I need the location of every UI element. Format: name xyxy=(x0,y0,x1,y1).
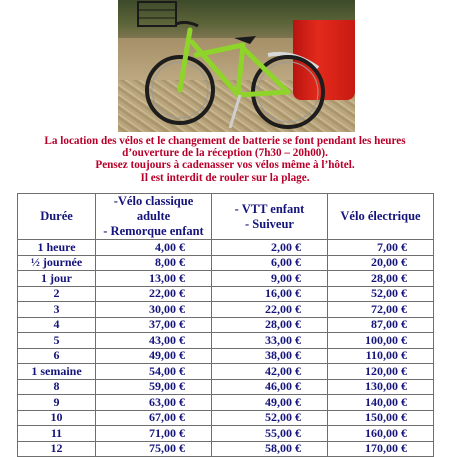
cell-duration: 9 xyxy=(18,395,96,411)
cell-duration: 8 xyxy=(18,379,96,395)
cell-duration: 5 xyxy=(18,333,96,349)
cell-classic-bike-price: 8,00 € xyxy=(96,255,212,271)
notice-line-4: Il est interdit de rouler sur la plage. xyxy=(140,171,310,184)
cell-duration: 6 xyxy=(18,348,96,364)
notice-line-1: La location des vélos et le changement de batterie se font pendant les heures xyxy=(44,135,406,147)
cell-electric-bike-price: 52,00 € xyxy=(328,286,434,302)
header-kids-bike-line-2: - Suiveur xyxy=(245,216,294,231)
cell-duration: 11 xyxy=(18,426,96,442)
cell-electric-bike-price: 100,00 € xyxy=(328,333,434,349)
table-row xyxy=(18,410,434,426)
header-kids-bike-line-1: - VTT enfant xyxy=(234,201,305,216)
table-row xyxy=(18,271,434,287)
cell-classic-bike-price: 30,00 € xyxy=(96,302,212,318)
cell-electric-bike-price: 28,00 € xyxy=(328,271,434,287)
price-table-body xyxy=(18,240,434,457)
table-row xyxy=(18,317,434,333)
cell-kids-bike-price: 52,00 € xyxy=(212,410,328,426)
notice-line-2: d’ouverture de la réception (7h30 – 20h00). xyxy=(122,147,328,160)
cell-electric-bike-price: 140,00 € xyxy=(328,395,434,411)
cell-electric-bike-price: 7,00 € xyxy=(328,240,434,256)
cell-duration: 4 xyxy=(18,317,96,333)
cell-classic-bike-price: 71,00 € xyxy=(96,426,212,442)
header-kids-bike xyxy=(212,194,328,240)
header-duration xyxy=(18,194,96,240)
cell-electric-bike-price: 130,00 € xyxy=(328,379,434,395)
cell-kids-bike-price: 33,00 € xyxy=(212,333,328,349)
cell-kids-bike-price: 22,00 € xyxy=(212,302,328,318)
cell-classic-bike-price: 67,00 € xyxy=(96,410,212,426)
bicycle-icon xyxy=(118,0,355,132)
notice-line-3: Pensez toujours à cadenasser vos vélos même à l’hôtel. xyxy=(95,159,355,172)
cell-electric-bike-price: 72,00 € xyxy=(328,302,434,318)
cell-classic-bike-price: 22,00 € xyxy=(96,286,212,302)
cell-duration: 1 semaine xyxy=(18,364,96,380)
cell-kids-bike-price: 9,00 € xyxy=(212,271,328,287)
cell-classic-bike-price: 4,00 € xyxy=(96,240,212,256)
price-table-header xyxy=(18,194,434,240)
cell-kids-bike-price: 58,00 € xyxy=(212,441,328,457)
cell-classic-bike-price: 43,00 € xyxy=(96,333,212,349)
cell-electric-bike-price: 160,00 € xyxy=(328,426,434,442)
header-electric-bike-label: Vélo électrique xyxy=(340,209,421,223)
header-classic-bike-line-1: -Vélo classique adulte xyxy=(113,194,194,223)
cell-kids-bike-price: 6,00 € xyxy=(212,255,328,271)
cell-electric-bike-price: 170,00 € xyxy=(328,441,434,457)
cell-duration: 10 xyxy=(18,410,96,426)
header-duration-label: Durée xyxy=(40,209,73,223)
cell-classic-bike-price: 59,00 € xyxy=(96,379,212,395)
cell-electric-bike-price: 120,00 € xyxy=(328,364,434,380)
cell-electric-bike-price: 20,00 € xyxy=(328,255,434,271)
cell-classic-bike-price: 63,00 € xyxy=(96,395,212,411)
cell-duration: 1 jour xyxy=(18,271,96,287)
table-row xyxy=(18,364,434,380)
table-row xyxy=(18,286,434,302)
cell-kids-bike-price: 46,00 € xyxy=(212,379,328,395)
header-classic-bike-line-2: - Remorque enfant xyxy=(103,224,204,238)
cell-electric-bike-price: 110,00 € xyxy=(328,348,434,364)
cell-classic-bike-price: 37,00 € xyxy=(96,317,212,333)
cell-classic-bike-price: 13,00 € xyxy=(96,271,212,287)
table-row xyxy=(18,441,434,457)
cell-kids-bike-price: 16,00 € xyxy=(212,286,328,302)
cell-kids-bike-price: 42,00 € xyxy=(212,364,328,380)
table-row xyxy=(18,240,434,256)
cell-classic-bike-price: 49,00 € xyxy=(96,348,212,364)
cell-electric-bike-price: 150,00 € xyxy=(328,410,434,426)
cell-kids-bike-price: 2,00 € xyxy=(212,240,328,256)
cell-kids-bike-price: 28,00 € xyxy=(212,317,328,333)
header-classic-bike xyxy=(96,194,212,240)
table-row xyxy=(18,302,434,318)
table-row xyxy=(18,379,434,395)
cell-kids-bike-price: 38,00 € xyxy=(212,348,328,364)
cell-duration: 1 heure xyxy=(18,240,96,256)
price-table xyxy=(17,193,434,457)
header-electric-bike xyxy=(328,194,434,240)
cell-duration: 12 xyxy=(18,441,96,457)
cell-classic-bike-price: 54,00 € xyxy=(96,364,212,380)
cell-electric-bike-price: 87,00 € xyxy=(328,317,434,333)
cell-duration: 2 xyxy=(18,286,96,302)
table-row xyxy=(18,255,434,271)
bike-photo xyxy=(118,0,355,132)
table-row xyxy=(18,333,434,349)
cell-kids-bike-price: 55,00 € xyxy=(212,426,328,442)
table-row xyxy=(18,395,434,411)
cell-duration: ½ journée xyxy=(18,255,96,271)
rental-notice xyxy=(40,135,410,184)
cell-kids-bike-price: 49,00 € xyxy=(212,395,328,411)
table-row xyxy=(18,348,434,364)
table-row xyxy=(18,426,434,442)
cell-classic-bike-price: 75,00 € xyxy=(96,441,212,457)
cell-duration: 3 xyxy=(18,302,96,318)
